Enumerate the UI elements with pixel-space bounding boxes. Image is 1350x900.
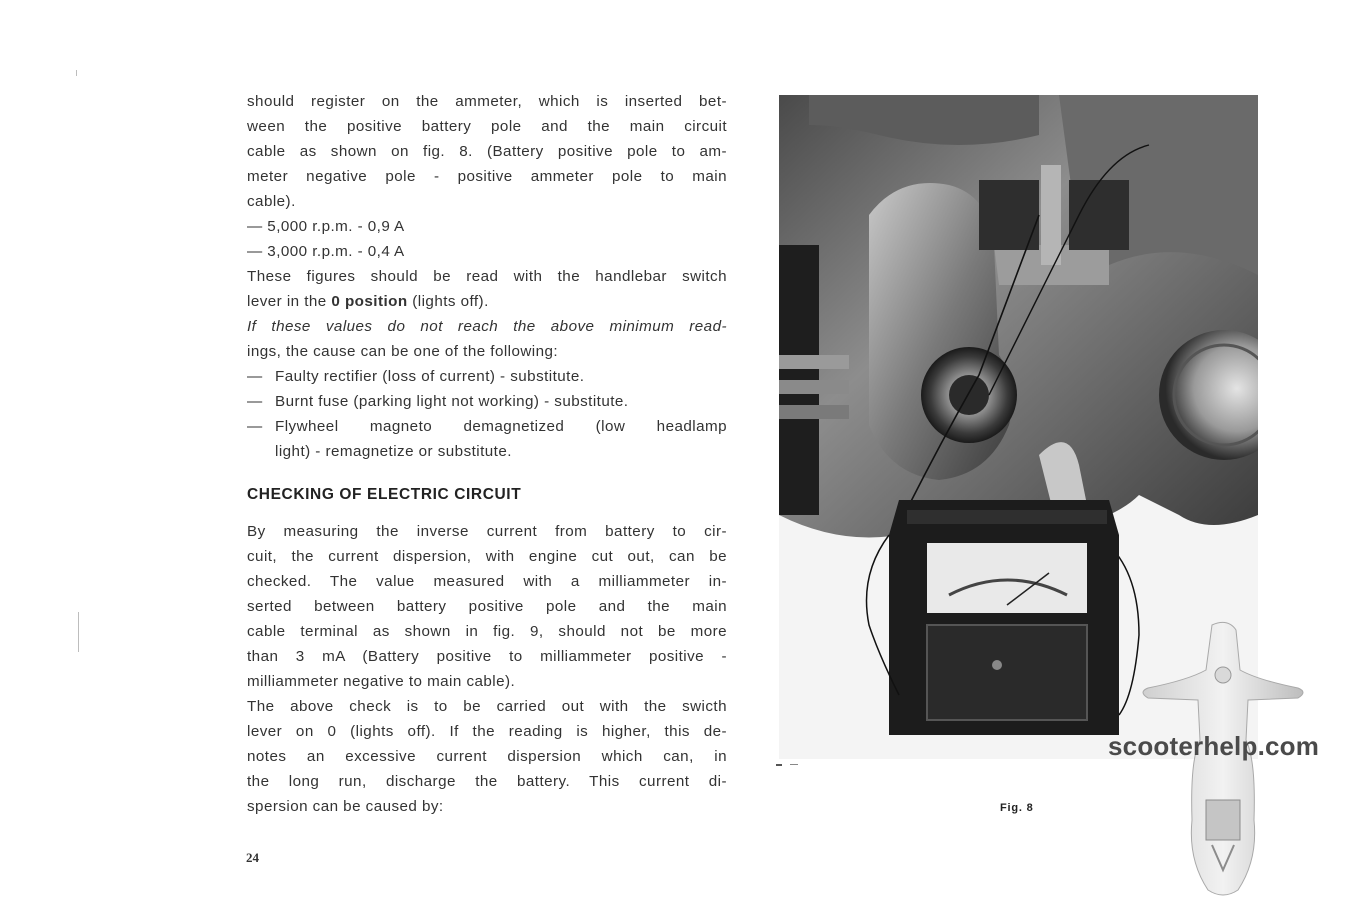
text-line: By measuring the inverse current from battery to cir- (247, 523, 727, 540)
text-line: notes an excessive current dispersion which can, in (247, 748, 727, 765)
text-line: If these values do not reach the above minimum read- (247, 318, 727, 335)
text-line: should register on the ammeter, which is inserted bet- (247, 93, 727, 110)
text-line: cable terminal as shown in fig. 9, should not be more (247, 623, 727, 640)
text-line: than 3 mA (Battery positive to milliammeter positive - (247, 648, 727, 665)
text-line: meter negative pole - positive ammeter pole to main (247, 168, 727, 185)
text-line: cable). (247, 193, 296, 210)
text-line: checked. The value measured with a milliammeter in- (247, 573, 727, 590)
text-line: cable as shown on fig. 8. (Battery positive pole to am- (247, 143, 727, 160)
text-line: ings, the cause can be one of the following: (247, 343, 559, 360)
scan-speck (790, 764, 798, 765)
cause-item: — Flywheel magneto demagnetized (low headlamp (247, 414, 727, 439)
scan-speck (78, 612, 79, 652)
text-line: milliammeter negative to main cable). (247, 673, 516, 690)
text-span: (lights off). (407, 293, 489, 310)
cause-item: — Faulty rectifier (loss of current) - substitute. (247, 368, 585, 385)
page-number: 24 (246, 850, 259, 865)
text-line: The above check is to be carried out with the swicth (247, 698, 727, 715)
scan-speck (76, 70, 77, 76)
scan-speck (776, 764, 782, 766)
cause-item: — Burnt fuse (parking light not working) - substitute. (247, 393, 629, 410)
section-heading: CHECKING OF ELECTRIC CIRCUIT (247, 486, 522, 503)
text-line: lever on 0 (lights off). If the reading is higher, this de- (247, 723, 727, 740)
text-line (247, 289, 489, 314)
cause-text: Faulty rectifier (loss of current) - substitute. (275, 368, 585, 385)
text-line: These figures should be read with the handlebar switch (247, 268, 727, 285)
text-line: spersion can be caused by: (247, 798, 444, 815)
cause-text: Burnt fuse (parking light not working) - substitute. (275, 393, 629, 410)
figure-caption: Fig. 8 (1000, 802, 1034, 814)
cause-text: Flywheel magneto demagnetized (low headlamp (275, 418, 727, 435)
reading-line: — 5,000 r.p.m. - 0,9 A (247, 218, 405, 235)
bold-term: 0 position (331, 293, 408, 310)
text-line: light) - remagnetize or substitute. (275, 443, 512, 460)
reading-line: — 3,000 r.p.m. - 0,4 A (247, 243, 405, 260)
text-line: serted between battery positive pole and the main (247, 598, 727, 615)
text-line: the long run, discharge the battery. This current di- (247, 773, 727, 790)
text-line: ween the positive battery pole and the main circuit (247, 118, 727, 135)
text-line: cuit, the current dispersion, with engine cut out, can be (247, 548, 727, 565)
watermark-text: scooterhelp.com (1108, 731, 1320, 761)
text-span: lever in the (247, 293, 332, 310)
